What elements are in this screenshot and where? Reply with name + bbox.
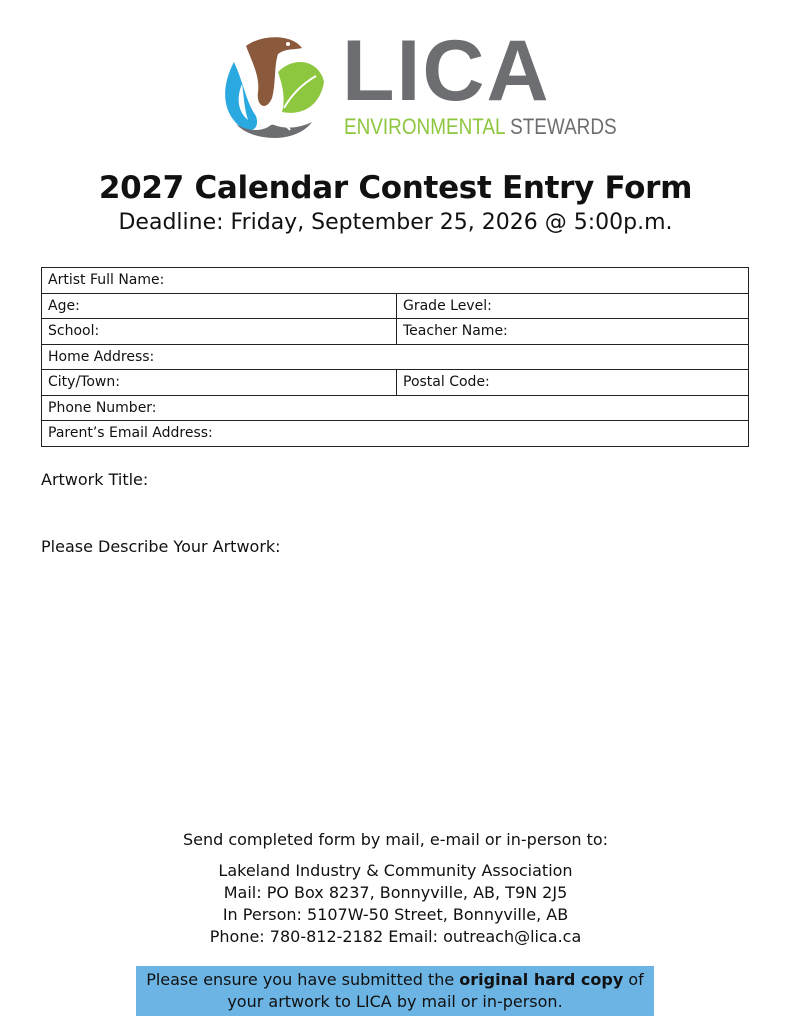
table-row [42, 421, 749, 447]
lica-emblem-icon [216, 32, 328, 144]
artwork-title-label: Artwork Title: [41, 470, 149, 489]
table-row [42, 319, 749, 345]
table-row [42, 293, 749, 319]
table-row [42, 344, 749, 370]
mail-address: Mail: PO Box 8237, Bonnyville, AB, T9N 2J5 [223, 883, 568, 902]
logo-wordmark: LICA [342, 23, 551, 119]
age-field[interactable]: Age: [42, 293, 397, 319]
send-instructions: Send completed form by mail, e-mail or in-person to: [182, 830, 609, 849]
parent-email-field[interactable]: Parent’s Email Address: [42, 421, 749, 447]
table-row [42, 370, 749, 396]
entry-form-table [41, 267, 749, 447]
notice-text-1: Please ensure you have submitted the [146, 970, 460, 989]
phone-email: Phone: 780-812-2182 Email: outreach@lica.ca [209, 927, 582, 946]
school-field[interactable]: School: [42, 319, 397, 345]
table-row [42, 395, 749, 421]
lica-logo [216, 23, 617, 148]
org-name: Lakeland Industry & Community Association [218, 861, 573, 880]
notice-line-2: your artwork to LICA by mail or in-person. [227, 992, 563, 1011]
notice-line-1 [136, 969, 654, 991]
table-row [42, 268, 749, 294]
hard-copy-notice [136, 966, 654, 1016]
city-town-field[interactable]: City/Town: [42, 370, 397, 396]
in-person-address: In Person: 5107W-50 Street, Bonnyville, AB [222, 905, 569, 924]
logo-tagline-environmental: ENVIRONMENTAL [344, 114, 505, 139]
notice-bold: original hard copy [459, 970, 624, 989]
home-address-field[interactable]: Home Address: [42, 344, 749, 370]
teacher-name-field[interactable]: Teacher Name: [397, 319, 749, 345]
artist-name-field[interactable]: Artist Full Name: [42, 268, 749, 294]
describe-artwork-label: Please Describe Your Artwork: [41, 537, 281, 556]
notice-text-2: of [623, 970, 644, 989]
deadline-text: Deadline: Friday, September 25, 2026 @ 5:00p.m. [118, 210, 673, 235]
logo-tagline [344, 116, 617, 138]
grade-level-field[interactable]: Grade Level: [397, 293, 749, 319]
logo-tagline-stewards: STEWARDS [510, 114, 617, 139]
phone-number-field[interactable]: Phone Number: [42, 395, 749, 421]
contact-block [0, 860, 791, 948]
postal-code-field[interactable]: Postal Code: [397, 370, 749, 396]
page-title: 2027 Calendar Contest Entry Form [98, 170, 693, 206]
